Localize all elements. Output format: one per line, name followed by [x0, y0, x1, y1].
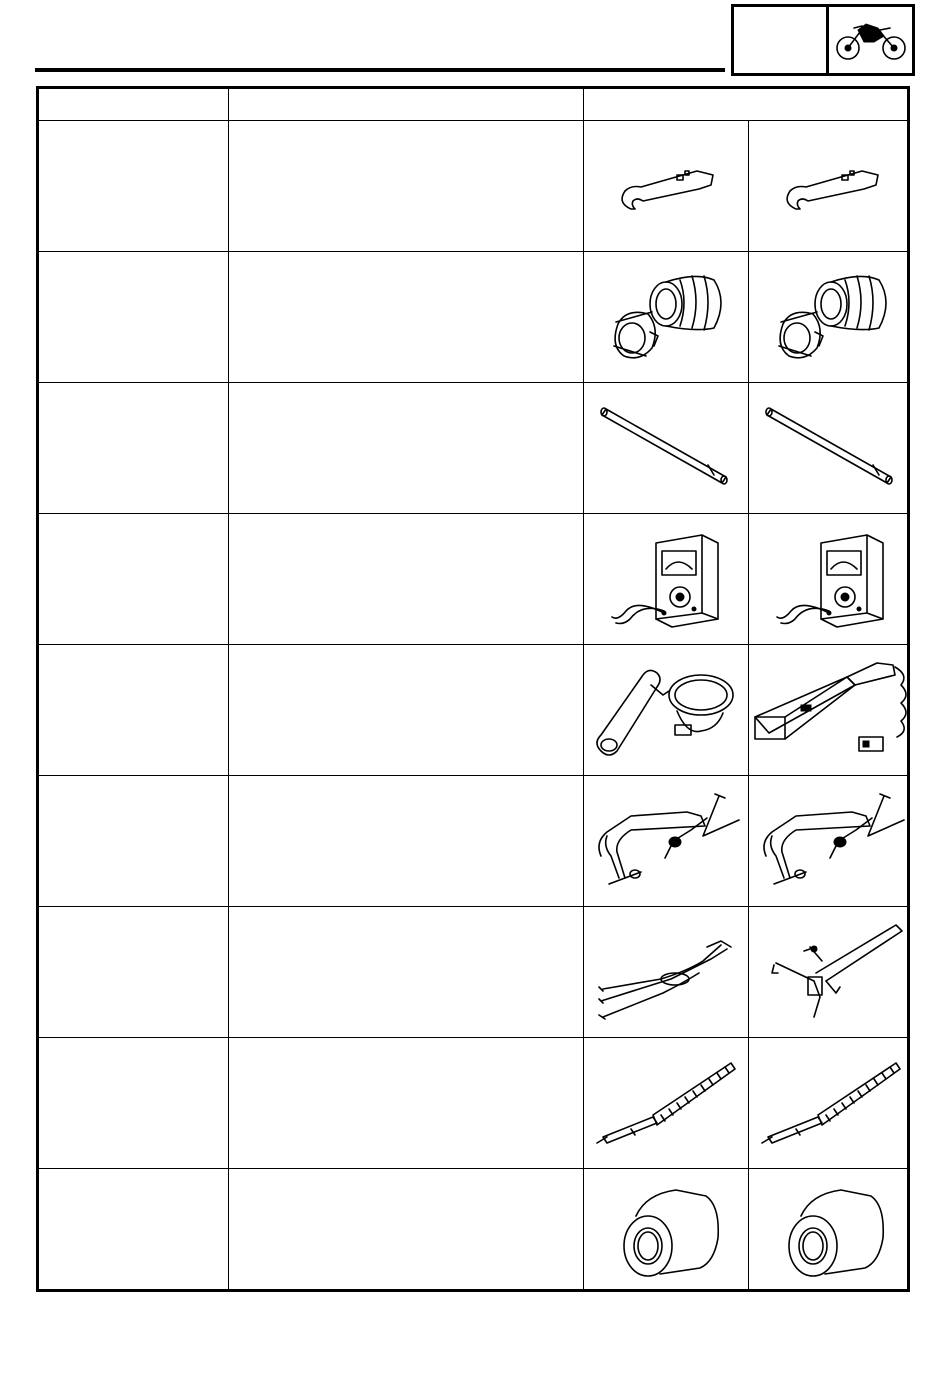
tool-image-cell — [584, 383, 748, 513]
tab-icon-cell — [829, 7, 912, 73]
tool-image-cell — [584, 121, 748, 251]
multimeter-icon — [771, 529, 891, 629]
tool-image-cell — [749, 645, 913, 775]
tool-image-cell — [749, 121, 913, 251]
tool-image-cell — [584, 252, 748, 382]
tool-image-cell — [749, 383, 913, 513]
table-row — [39, 383, 907, 514]
tool-image-cell — [749, 514, 913, 644]
tool-image-cell — [749, 1038, 913, 1168]
rod-tool-icon — [761, 403, 901, 493]
section-tab — [731, 4, 915, 76]
cylinder-sleeve-icon — [771, 1176, 891, 1286]
threaded-puller-icon — [591, 1053, 741, 1153]
tool-image-cell — [749, 252, 913, 382]
table-row — [39, 121, 907, 252]
multimeter-icon — [606, 529, 726, 629]
valve-spring-compressor-icon — [756, 786, 906, 896]
tab-label-cell — [734, 7, 829, 73]
tool-image-cell — [584, 1169, 748, 1292]
table-row — [39, 252, 907, 383]
tool-image-cell — [749, 776, 913, 906]
table-row — [39, 645, 907, 776]
valve-spring-compressor-icon — [591, 786, 741, 896]
table-header-row — [39, 89, 907, 121]
table-row — [39, 514, 907, 645]
hook-wrench-icon — [611, 151, 721, 221]
timing-light-icon — [591, 655, 741, 765]
tool-image-cell — [749, 1169, 913, 1292]
table-row — [39, 1038, 907, 1169]
hook-wrench-icon — [776, 151, 886, 221]
table-row — [39, 907, 907, 1038]
cylinder-sleeve-icon — [606, 1176, 726, 1286]
clutch-holder-icon — [756, 917, 906, 1027]
tool-image-cell — [584, 514, 748, 644]
header-rule — [35, 68, 725, 72]
rubber-boot-clamp-icon — [596, 262, 736, 372]
tool-image-cell — [749, 907, 913, 1037]
threaded-puller-icon — [756, 1053, 906, 1153]
rod-tool-icon — [596, 403, 736, 493]
special-tools-table — [36, 86, 910, 1292]
clutch-holder-icon — [591, 917, 741, 1027]
tool-image-cell — [584, 776, 748, 906]
tool-image-cell — [584, 645, 748, 775]
table-row — [39, 1169, 907, 1292]
tool-image-cell — [584, 907, 748, 1037]
rubber-boot-clamp-icon — [761, 262, 901, 372]
table-row — [39, 776, 907, 907]
tool-image-cell — [584, 1038, 748, 1168]
motorcycle-icon — [834, 18, 908, 62]
timing-light-icon — [751, 655, 911, 765]
